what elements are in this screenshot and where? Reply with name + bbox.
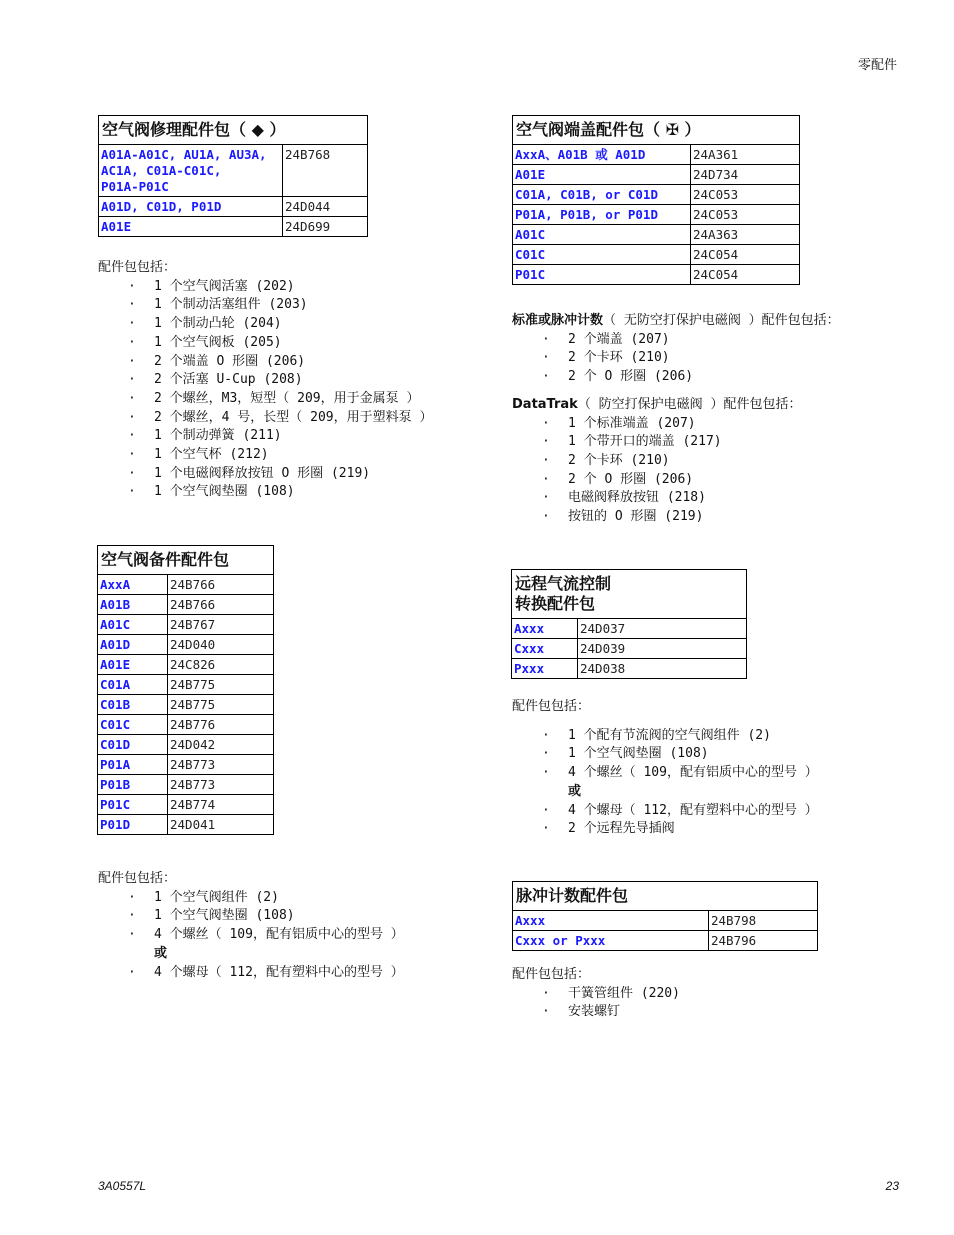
datatrak-prefix: DataTrak (512, 396, 578, 412)
remote-kit-includes (512, 698, 818, 839)
list-item (98, 334, 432, 353)
bullet-icon: · (542, 471, 550, 487)
model-code-cell: Axxx (512, 619, 578, 639)
model-code-cell: C01D (98, 735, 168, 755)
table-row (99, 217, 368, 237)
model-code-cell: A01C (98, 615, 168, 635)
table-row (513, 245, 800, 265)
pulse-kit-item-list (512, 985, 680, 1022)
table-row (98, 575, 274, 595)
list-item (98, 427, 432, 446)
model-code-cell: Pxxx (512, 659, 578, 679)
part-number-cell: 24B766 (168, 575, 274, 595)
table-row (98, 715, 274, 735)
list-item (512, 415, 840, 434)
table-row (98, 675, 274, 695)
part-number-cell: 24D042 (168, 735, 274, 755)
includes-label: 配件包包括： (98, 871, 177, 886)
endcap-kit-title: 空气阀端盖配件包（ ✠ ） (513, 116, 800, 145)
list-item-text: 2 个端盖 O 形圈 (206) (154, 353, 306, 369)
table-row (98, 655, 274, 675)
part-number-cell: 24B774 (168, 795, 274, 815)
bullet-icon: · (128, 316, 136, 332)
list-item-text: 2 个卡环 (210) (568, 452, 670, 468)
model-code-cell: Axxx (513, 911, 709, 931)
table-row (513, 931, 818, 951)
list-item-text: 1 个空气阀垫圈 (108) (568, 746, 709, 762)
model-code-cell: P01D (98, 815, 168, 835)
part-number-cell: 24B798 (709, 911, 818, 931)
table-row (98, 775, 274, 795)
part-number-cell: 24B767 (168, 615, 274, 635)
model-code-cell: C01C (513, 245, 691, 265)
model-code-cell: C01C (98, 715, 168, 735)
model-code-cell: P01B (98, 775, 168, 795)
list-item-text: 或 (154, 945, 168, 961)
includes-label: 配件包包括： (512, 967, 591, 982)
model-code-cell: C01B (98, 695, 168, 715)
list-item-text: 电磁阀释放按钮 (218) (568, 490, 706, 506)
datatrak-heading (512, 396, 840, 415)
section-header: 零配件 (857, 58, 897, 73)
remote-kit-table (511, 569, 747, 679)
table-row (98, 815, 274, 835)
part-number-cell: 24B766 (168, 595, 274, 615)
list-item-text: 1 个空气阀垫圈 (108) (154, 908, 295, 924)
part-number-cell: 24D037 (578, 619, 747, 639)
bullet-icon: · (542, 434, 550, 450)
bullet-icon: · (542, 802, 550, 818)
remote-title-line2: 转换配件包 (515, 594, 596, 613)
part-number-cell: 24C053 (691, 185, 800, 205)
list-item (512, 802, 818, 821)
remote-title-line1: 远程气流控制 (515, 574, 612, 593)
list-item-text: 1 个空气杯 (212) (154, 447, 269, 463)
includes-label: 配件包包括： (98, 260, 177, 275)
list-item-text: 2 个螺丝，4 号，长型（ 209，用于塑料泵 ） (154, 409, 433, 425)
part-number-cell: 24D699 (283, 217, 368, 237)
part-number-cell: 24C053 (691, 205, 800, 225)
bullet-icon: · (542, 490, 550, 506)
list-item-text: 或 (568, 783, 582, 799)
list-item-text: 1 个制动凸轮 (204) (154, 316, 282, 332)
model-code-cell: P01A, P01B, or P01D (513, 205, 691, 225)
table-row (513, 185, 800, 205)
list-item (98, 278, 432, 297)
pulse-kit-title: 脉冲计数配件包 (513, 882, 818, 911)
bullet-icon: · (542, 415, 550, 431)
table-row (99, 197, 368, 217)
list-item-text: 4 个螺丝（ 109，配有铝质中心的型号 ） (568, 765, 818, 781)
bullet-icon: · (542, 452, 550, 468)
list-item (512, 433, 840, 452)
bullet-icon: · (128, 297, 136, 313)
model-code-cell: A01D, C01D, P01D (99, 197, 283, 217)
list-item-text: 2 个远程先导插阀 (568, 821, 675, 837)
list-item-text: 1 个制动活塞组件 (203) (154, 297, 308, 313)
bullet-icon: · (542, 727, 550, 743)
list-item-text: 2 个活塞 U-Cup (208) (154, 372, 303, 388)
list-item-text: 4 个螺母（ 112，配有塑料中心的型号 ） (568, 802, 818, 818)
bullet-icon: · (128, 889, 136, 905)
table-row (513, 145, 800, 165)
list-item (98, 465, 432, 484)
part-number-cell: 24C054 (691, 265, 800, 285)
model-code-cell: A01E (98, 655, 168, 675)
pulse-kit-includes (512, 966, 680, 1022)
bullet-icon: · (128, 465, 136, 481)
model-code-cell: AxxA、A01B 或 A01D (513, 145, 691, 165)
replacement-kit-table (97, 545, 274, 835)
part-number-cell: 24B768 (283, 145, 368, 197)
table-row (98, 615, 274, 635)
table-row (98, 795, 274, 815)
remote-kit-title (512, 570, 747, 619)
repair-kit-item-list (98, 278, 432, 502)
bullet-icon: · (128, 484, 136, 500)
model-code-cell: A01E (513, 165, 691, 185)
replacement-kit-includes (98, 870, 404, 982)
part-number-cell: 24B773 (168, 775, 274, 795)
list-item (512, 764, 818, 783)
table-row (512, 619, 747, 639)
list-item-text: 2 个卡环 (210) (568, 350, 670, 366)
bullet-icon: · (128, 447, 136, 463)
repair-kit-table (98, 115, 368, 237)
list-item (98, 945, 404, 964)
model-code-cell: A01E (99, 217, 283, 237)
bullet-icon: · (128, 390, 136, 406)
part-number-cell: 24C826 (168, 655, 274, 675)
table-row (513, 265, 800, 285)
datatrak-suffix: （ 防空打保护电磁阀 ）配件包包括： (577, 396, 802, 412)
table-row (512, 639, 747, 659)
bullet-icon: · (128, 372, 136, 388)
table-row (98, 755, 274, 775)
list-item (512, 471, 840, 490)
endcap-kit-table (512, 115, 800, 285)
list-item-text: 2 个端盖 (207) (568, 331, 670, 347)
table-row (512, 659, 747, 679)
model-code-cell: A01D (98, 635, 168, 655)
standard-item-list (512, 331, 840, 387)
list-item (512, 349, 840, 368)
list-item-text: 2 个 O 形圈 (206) (568, 369, 694, 385)
list-item (512, 1003, 680, 1022)
part-number-cell: 24D040 (168, 635, 274, 655)
part-number-cell: 24B775 (168, 675, 274, 695)
list-item-text: 1 个制动弹簧 (211) (154, 428, 282, 444)
part-number-cell: 24B775 (168, 695, 274, 715)
bullet-icon: · (128, 278, 136, 294)
endcap-kit-includes (512, 312, 840, 527)
part-number-cell: 24D039 (578, 639, 747, 659)
bullet-icon: · (542, 821, 550, 837)
part-number-cell: 24D038 (578, 659, 747, 679)
list-item-text: 1 个空气阀垫圈 (108) (154, 484, 295, 500)
list-item-text: 1 个空气阀组件 (2) (154, 889, 279, 905)
table-row (98, 635, 274, 655)
list-item (98, 296, 432, 315)
bullet-icon: · (542, 985, 550, 1001)
page-number: 23 (885, 1179, 899, 1193)
list-item (98, 353, 432, 372)
bullet-icon: · (542, 331, 550, 347)
list-item (98, 390, 432, 409)
part-number-cell: 24D041 (168, 815, 274, 835)
table-row (99, 145, 368, 197)
model-code-cell: AxxA (98, 575, 168, 595)
model-code-cell: A01B (98, 595, 168, 615)
repair-kit-title: 空气阀修理配件包（ ◆ ） (99, 116, 368, 145)
list-item-text: 干簧管组件 (220) (568, 985, 680, 1001)
list-item (98, 907, 404, 926)
datatrak-item-list (512, 415, 840, 527)
table-row (513, 225, 800, 245)
repair-kit-includes (98, 259, 432, 502)
part-number-cell: 24B796 (709, 931, 818, 951)
remote-kit-item-list (512, 727, 818, 839)
table-row (98, 695, 274, 715)
standard-heading (512, 312, 840, 331)
bullet-icon: · (542, 746, 550, 762)
list-item (98, 315, 432, 334)
bullet-icon: · (542, 765, 550, 781)
pulse-kit-table (512, 881, 818, 951)
model-code-cell: A01A-A01C, AU1A, AU3A, AC1A, C01A-C01C, P01A-P01C (99, 145, 283, 197)
list-item (512, 508, 840, 527)
list-item (98, 483, 432, 502)
list-item (512, 783, 818, 802)
list-item (512, 331, 840, 350)
part-number-cell: 24A361 (691, 145, 800, 165)
list-item-text: 4 个螺母（ 112，配有塑料中心的型号 ） (154, 964, 404, 980)
list-item (512, 368, 840, 387)
part-number-cell: 24D734 (691, 165, 800, 185)
list-item (98, 371, 432, 390)
bullet-icon: · (128, 353, 136, 369)
list-item (98, 964, 404, 983)
list-item-text: 按钮的 O 形圈 (219) (568, 509, 704, 525)
list-item (512, 745, 818, 764)
list-item (98, 889, 404, 908)
part-number-cell: 24B776 (168, 715, 274, 735)
bullet-icon: · (128, 927, 136, 943)
bullet-icon: · (128, 964, 136, 980)
model-code-cell: A01C (513, 225, 691, 245)
list-item (512, 985, 680, 1004)
replacement-kit-title: 空气阀备件配件包 (98, 546, 274, 575)
list-item (98, 926, 404, 945)
model-code-cell: Cxxx (512, 639, 578, 659)
list-item-text: 安装螺钉 (568, 1004, 621, 1020)
model-code-cell: P01C (513, 265, 691, 285)
list-item-text: 1 个空气阀活塞 (202) (154, 278, 295, 294)
list-item (98, 409, 432, 428)
model-code-cell: C01A, C01B, or C01D (513, 185, 691, 205)
table-row (513, 165, 800, 185)
table-row (98, 735, 274, 755)
list-item-text: 4 个螺丝（ 109，配有铝质中心的型号 ） (154, 927, 404, 943)
model-code-cell: C01A (98, 675, 168, 695)
standard-suffix: （ 无防空打保护电磁阀 ）配件包包括： (603, 313, 840, 328)
bullet-icon: · (128, 908, 136, 924)
list-item-text: 1 个空气阀板 (205) (154, 334, 282, 350)
replacement-kit-item-list (98, 889, 404, 983)
part-number-cell: 24A363 (691, 225, 800, 245)
model-code-cell: P01C (98, 795, 168, 815)
model-code-cell: Cxxx or Pxxx (513, 931, 709, 951)
model-code-cell: P01A (98, 755, 168, 775)
table-row (513, 205, 800, 225)
table-row (98, 595, 274, 615)
bullet-icon: · (542, 1004, 550, 1020)
bullet-icon: · (128, 409, 136, 425)
list-item (512, 727, 818, 746)
list-item (512, 452, 840, 471)
list-item-text: 2 个 O 形圈 (206) (568, 471, 694, 487)
list-item (512, 489, 840, 508)
bullet-icon: · (128, 334, 136, 350)
table-row (513, 911, 818, 931)
list-item (512, 820, 818, 839)
list-item-text: 2 个螺丝，M3，短型（ 209，用于金属泵 ） (154, 390, 420, 406)
includes-label: 配件包包括： (512, 699, 591, 714)
list-item-text: 1 个带开口的端盖 (217) (568, 434, 722, 450)
bullet-icon: · (542, 369, 550, 385)
bullet-icon: · (128, 428, 136, 444)
part-number-cell: 24C054 (691, 245, 800, 265)
list-item-text: 1 个标准端盖 (207) (568, 415, 696, 431)
part-number-cell: 24D044 (283, 197, 368, 217)
bullet-icon: · (542, 509, 550, 525)
standard-prefix: 标准或脉冲计数 (512, 313, 604, 328)
document-id: 3A0557L (98, 1179, 147, 1193)
part-number-cell: 24B773 (168, 755, 274, 775)
list-item (98, 446, 432, 465)
list-item-text: 1 个配有节流阀的空气阀组件 (2) (568, 727, 771, 743)
list-item-text: 1 个电磁阀释放按钮 O 形圈 (219) (154, 465, 371, 481)
bullet-icon: · (542, 350, 550, 366)
